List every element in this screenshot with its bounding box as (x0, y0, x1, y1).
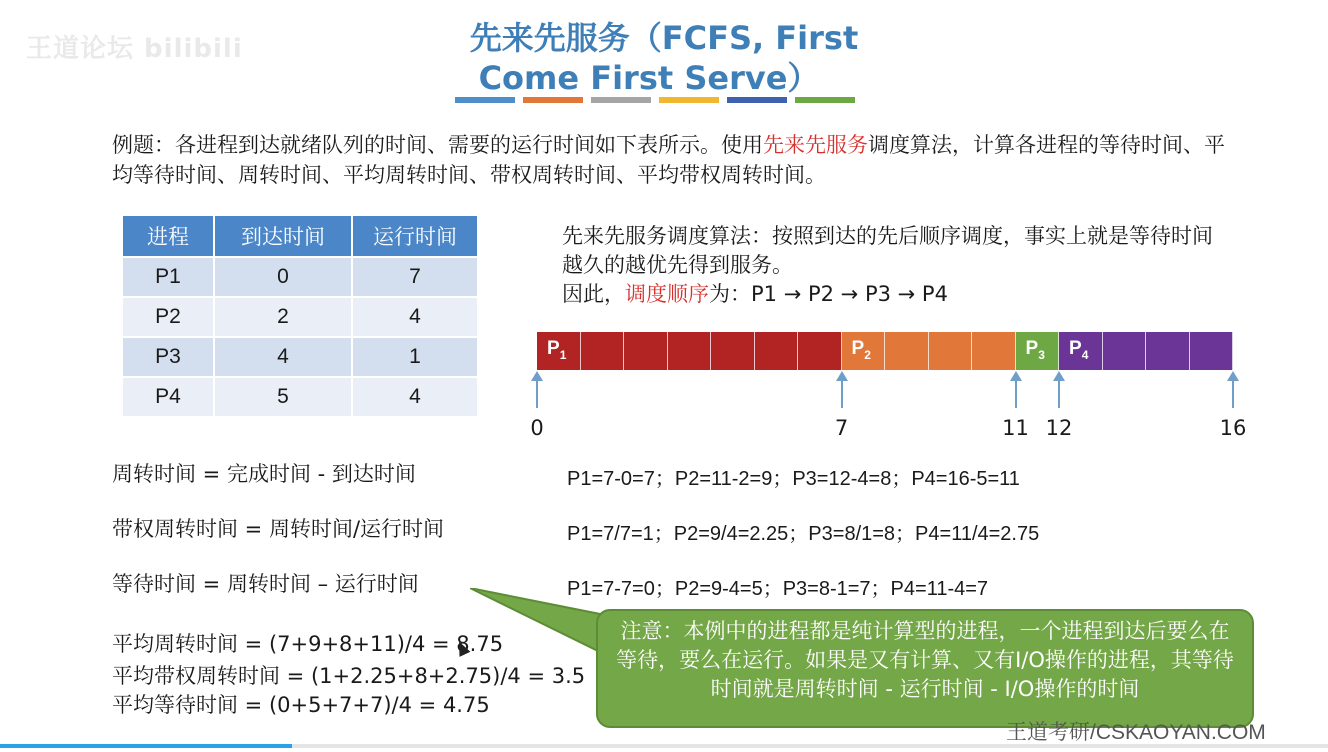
up-arrow-icon (1015, 374, 1017, 408)
schedule-order (562, 280, 1232, 309)
gantt-label: $P_2$ (851, 338, 871, 362)
gantt-cell (972, 332, 1016, 370)
header-arrival: 到达时间 (214, 215, 352, 257)
weighted-formula: 带权周转时间 = 周转时间/运行时间 (112, 517, 445, 541)
gantt-cell (1146, 332, 1190, 370)
gantt-tick-label: 0 (530, 416, 544, 440)
gantt-tick-label: 7 (834, 416, 849, 440)
turnaround-calc: P1=7-0=7；P2=11-2=9；P3=12-4=8；P4=16-5=11 (567, 468, 1020, 490)
up-arrow-icon (1232, 374, 1234, 408)
video-progress-bar[interactable] (0, 744, 292, 748)
cell-arrival: 0 (214, 257, 352, 297)
title-bar-segment (455, 97, 515, 103)
gantt-cell (581, 332, 625, 370)
up-arrow-icon (536, 374, 538, 408)
cell-runtime: 1 (352, 337, 478, 377)
process-table (121, 214, 479, 418)
watermark-url: 王道考研/CSKAOYAN.COM (1006, 721, 1266, 744)
gantt-cell (755, 332, 799, 370)
gantt-cell (711, 332, 755, 370)
title-bar-segment (523, 97, 583, 103)
cell-arrival: 2 (214, 297, 352, 337)
cell-process: P1 (122, 257, 214, 297)
gantt-label: $P_1$ (547, 338, 567, 362)
order-suffix: 为：P1 → P2 → P3 → P4 (709, 282, 948, 306)
avg-weighted: 平均带权周转时间 = (1+2.25+8+2.75)/4 = 3.5 (112, 664, 586, 688)
cell-runtime: 4 (352, 297, 478, 337)
cell-process: P2 (122, 297, 214, 337)
weighted-calc: P1=7/7=1；P2=9/4=2.25；P3=8/1=8；P4=11/4=2.75 (567, 523, 1040, 545)
order-highlight: 调度顺序 (625, 282, 709, 306)
cell-arrival: 5 (214, 377, 352, 417)
intro-highlight: 先来先服务 (763, 133, 868, 157)
gantt-cell (1190, 332, 1234, 370)
cell-arrival: 4 (214, 337, 352, 377)
gantt-tick-label: 11 (1002, 416, 1029, 440)
cell-runtime: 4 (352, 377, 478, 417)
cell-process: P4 (122, 377, 214, 417)
intro-prefix: 例题：各进程到达就绪队列的时间、需要的运行时间如下表所示。使用 (112, 133, 763, 157)
note-callout: 注意：本例中的进程都是纯计算型的进程，一个进程到达后要么在等待，要么在运行。如果是又有计算、又有I/O操作的进程，其等待时间就是周转时间 - 运行时间 - I/O操作的时间 (596, 609, 1254, 728)
gantt-label: $P_4$ (1069, 338, 1089, 362)
order-prefix: 因此， (562, 282, 625, 306)
title-bar-segment (659, 97, 719, 103)
algorithm-description (562, 222, 1232, 309)
header-runtime: 运行时间 (352, 215, 478, 257)
title-bar-segment (795, 97, 855, 103)
cell-runtime: 7 (352, 257, 478, 297)
callout-pointer (470, 588, 610, 658)
video-progress-track[interactable] (292, 744, 1328, 748)
gantt-label: $P_3$ (1025, 338, 1045, 362)
table-row (122, 257, 478, 297)
avg-turnaround: 平均周转时间 = (7+9+8+11)/4 = 8.75 (112, 632, 504, 656)
header-process: 进程 (122, 215, 214, 257)
gantt-cell (798, 332, 842, 370)
watermark-logo: 王道论坛 bilibili (26, 34, 243, 64)
gantt-chart (537, 332, 1233, 370)
title-line-2: Come First Serve） (478, 59, 820, 97)
table-row (122, 297, 478, 337)
avg-waiting: 平均等待时间 = (0+5+7+7)/4 = 4.75 (112, 693, 490, 717)
gantt-tick-label: 16 (1219, 416, 1247, 440)
gantt-cell (885, 332, 929, 370)
title-line-1: 先来先服务（FCFS, First (469, 19, 859, 57)
turnaround-formula: 周转时间 = 完成时间 - 到达时间 (112, 462, 416, 486)
title-bar-segment (591, 97, 651, 103)
intro-suffix: 调度算法，计算各进程的等待时间、平均等待时间、周转时间、平均周转时间、带权周转时间、平均带权周转时间。 (112, 133, 1225, 187)
table-header-row (122, 215, 478, 257)
gantt-tick-label: 12 (1045, 416, 1073, 440)
gantt-cell (929, 332, 973, 370)
table-row (122, 337, 478, 377)
waiting-formula: 等待时间 = 周转时间 – 运行时间 (112, 572, 419, 596)
slide-title (0, 18, 1328, 98)
gantt-cell (624, 332, 668, 370)
title-bar-segment (727, 97, 787, 103)
table-row (122, 377, 478, 417)
up-arrow-icon (841, 374, 843, 408)
cell-process: P3 (122, 337, 214, 377)
problem-statement (112, 130, 1232, 190)
gantt-cell (1103, 332, 1147, 370)
waiting-calc: P1=7-7=0；P2=9-4=5；P3=8-1=7；P4=11-4=7 (567, 578, 989, 600)
description-text: 先来先服务调度算法：按照到达的先后顺序调度，事实上就是等待时间越久的越优先得到服务。 (562, 224, 1213, 277)
up-arrow-icon (1058, 374, 1060, 408)
gantt-cell (668, 332, 712, 370)
